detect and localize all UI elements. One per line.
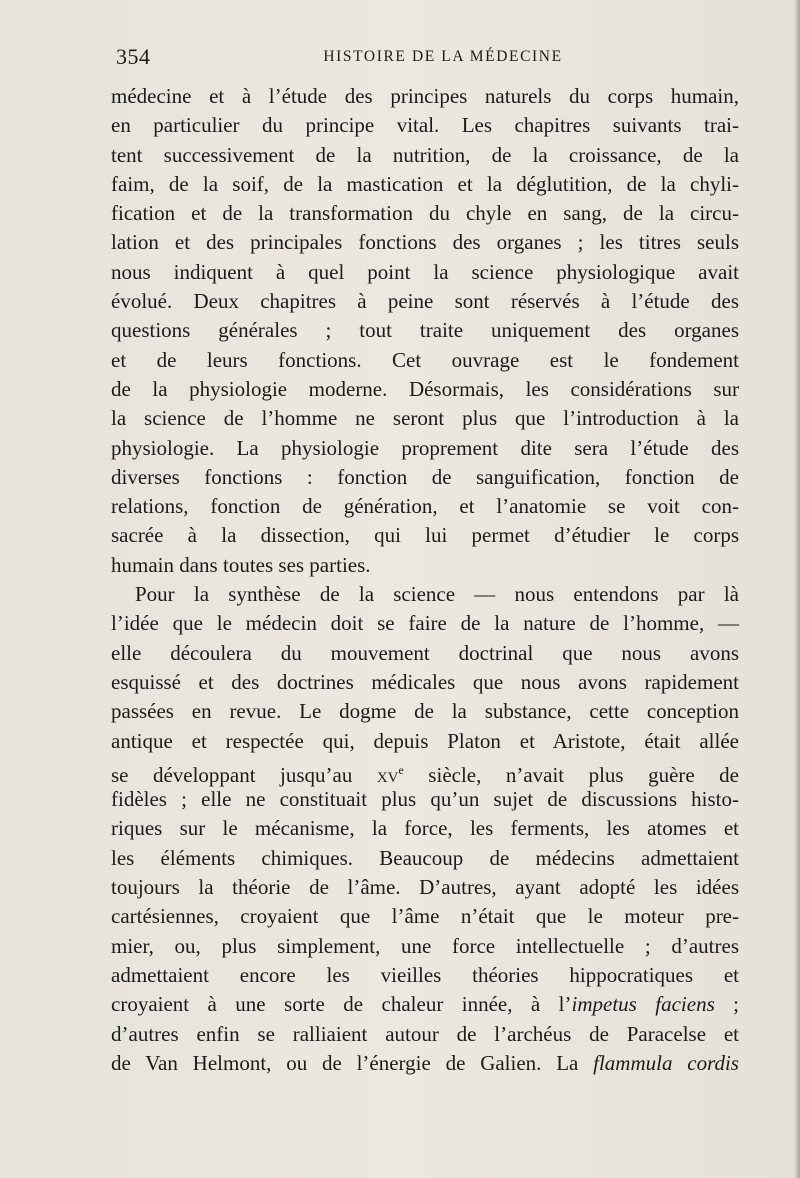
text-line: elle découlera du mouvement doctrinal que nous avons xyxy=(111,640,739,665)
text-line: antique et respectée qui, depuis Platon et Aristote, était allée xyxy=(111,728,739,753)
page-number: 354 xyxy=(116,44,151,69)
text-line: diverses fonctions : fonction de sanguification, fonction de xyxy=(111,464,739,489)
text-line: sacrée à la dissection, qui lui permet d’étudier le corps xyxy=(111,523,739,548)
body-text xyxy=(111,82,739,1078)
text-line: les éléments chimiques. Beaucoup de médecins admettaient xyxy=(111,845,739,870)
superscript: e xyxy=(398,762,404,777)
text-line: médecine et à l’étude des principes naturels du corps humain, xyxy=(111,84,739,108)
italic-term: impetus faciens xyxy=(571,992,715,1017)
roman-numeral: xv xyxy=(376,762,399,787)
text-segment: siècle, n’avait plus guère de xyxy=(403,762,739,787)
text-segment: de Van Helmont, ou de l’énergie de Galien. La xyxy=(111,1050,594,1075)
text-line: tent successivement de la nutrition, de la croissance, de la xyxy=(111,142,739,167)
text-line: admettaient encore les vieilles théories hippocratiques et xyxy=(111,962,739,987)
running-head: HISTOIRE DE LA MÉDECINE xyxy=(323,48,563,65)
text-line: toujours la théorie de l’âme. D’autres, ayant adopté les idées xyxy=(111,875,739,900)
text-line: fication et de la transformation du chyle en sang, de la circu- xyxy=(111,201,739,226)
text-segment: se développant jusqu’au xyxy=(111,762,377,787)
text-line: physiologie. La physiologie proprement dite sera l’étude des xyxy=(111,435,739,460)
text-line: de la physiologie moderne. Désormais, les considérations sur xyxy=(111,376,739,401)
text-line: l’idée que le médecin doit se faire de la nature de l’homme, — xyxy=(111,611,739,636)
italic-term: flammula cordis xyxy=(593,1050,739,1075)
text-line: mier, ou, plus simplement, une force intellectuelle ; d’autres xyxy=(111,933,739,958)
text-line: en particulier du principe vital. Les chapitres suivants trai- xyxy=(111,113,739,138)
text-line: la science de l’homme ne seront plus que l’introduction à la xyxy=(111,406,739,431)
text-line: relations, fonction de génération, et l’anatomie se voit con- xyxy=(111,494,739,519)
text-line: riques sur le mécanisme, la force, les ferments, les atomes et xyxy=(111,816,739,841)
paragraph-end-line: humain dans toutes ses parties. xyxy=(111,552,371,577)
text-line: passées en revue. Le dogme de la substance, cette conception xyxy=(111,699,739,724)
text-line-impetus xyxy=(111,990,739,1019)
text-segment: croyaient à une sorte de chaleur innée, à l’ xyxy=(111,992,572,1017)
text-line: nous indiquent à quel point la science physiologique avait xyxy=(111,259,739,284)
text-line: fidèles ; elle ne constituait plus qu’un sujet de discussions histo- xyxy=(111,787,739,812)
text-line-flammula xyxy=(111,1049,739,1078)
text-line: et de leurs fonctions. Cet ouvrage est le fondement xyxy=(111,347,739,372)
text-line: cartésiennes, croyaient que l’âme n’était que le moteur pre- xyxy=(111,904,739,929)
text-line-century xyxy=(111,756,739,785)
text-line: d’autres enfin se ralliaient autour de l’archéus de Paracelse et xyxy=(111,1021,739,1046)
text-segment: ; xyxy=(714,992,740,1017)
text-line: questions générales ; tout traite uniquement des organes xyxy=(111,318,739,343)
text-line: esquissé et des doctrines médicales que nous avons rapidement xyxy=(111,669,739,694)
paragraph-start-line: Pour la synthèse de la science — nous entendons par là xyxy=(135,582,739,607)
text-line: lation et des principales fonctions des organes ; les titres seuls xyxy=(111,230,739,255)
page-header xyxy=(116,44,740,74)
text-line: faim, de la soif, de la mastication et la déglutition, de la chyli- xyxy=(111,171,739,196)
page-edge-shadow xyxy=(794,0,800,1178)
text-line: évolué. Deux chapitres à peine sont réservés à l’étude des xyxy=(111,289,739,314)
